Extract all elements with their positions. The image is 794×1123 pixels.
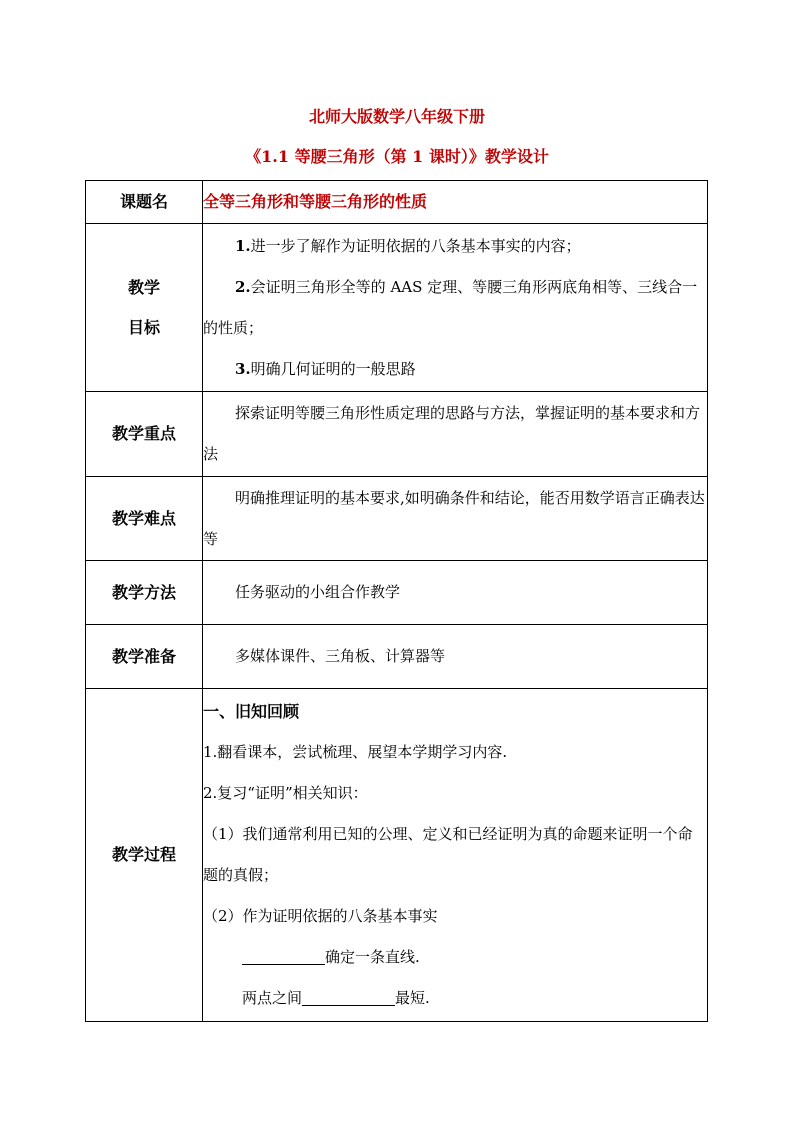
table-row-topic	[86, 181, 708, 224]
key-points-content	[203, 392, 708, 477]
preparation-content	[203, 625, 708, 689]
process-line: 1.翻看课本，尝试梳理、展望本学期学习内容.	[203, 743, 508, 761]
lesson-plan-table	[85, 180, 708, 1022]
key-points-text: 探索证明等腰三角形性质定理的思路与方法，掌握证明的基本要求和方法	[203, 404, 701, 463]
table-row-methods	[86, 561, 708, 625]
document-subtitle: 《1.1 等腰三角形（第 1 课时）》教学设计	[245, 147, 549, 166]
objectives-content	[203, 224, 708, 392]
preparation-label: 教学准备	[86, 625, 203, 689]
table-row-difficulties	[86, 477, 708, 561]
process-line: 2.复习“证明”相关知识：	[203, 784, 368, 802]
topic-label: 课题名	[86, 181, 203, 224]
process-line: （1）我们通常利用已知的公理、定义和已经证明为真的命题来证明一个命题的真假；	[203, 825, 693, 884]
objectives-label-line1: 教学	[127, 277, 160, 297]
table-row-key-points	[86, 392, 708, 477]
objective-item: 3.明确几何证明的一般思路	[235, 359, 416, 378]
difficulties-text: 明确推理证明的基本要求,如明确条件和结论，能否用数学语言正确表达等	[203, 488, 705, 548]
objectives-label-line2: 目标	[127, 317, 160, 337]
objectives-label	[86, 224, 203, 392]
objective-item: 1.进一步了解作为证明依据的八条基本事实的内容；	[235, 236, 581, 255]
fill-blank-line: 确定一条直线.	[203, 937, 707, 978]
table-row-preparation	[86, 625, 708, 689]
table-row-process	[86, 689, 708, 1022]
answer-blank	[242, 946, 325, 965]
methods-label: 教学方法	[86, 561, 203, 625]
table-row-objectives	[86, 224, 708, 392]
objective-item: 2.会证明三角形全等的 AAS 定理、等腰三角形两底角相等、三线合一的性质；	[203, 277, 698, 337]
difficulties-label: 教学难点	[86, 477, 203, 561]
difficulties-content	[203, 477, 708, 561]
key-points-label: 教学重点	[86, 392, 203, 477]
process-content	[203, 689, 708, 1022]
methods-text: 任务驱动的小组合作教学	[235, 583, 401, 601]
methods-content	[203, 561, 708, 625]
answer-blank	[302, 987, 395, 1006]
fill-blank-line: 两点之间 最短.	[242, 989, 430, 1007]
preparation-text: 多媒体课件、三角板、计算器等	[235, 647, 446, 665]
process-heading: 一、旧知回顾	[203, 702, 300, 721]
process-label: 教学过程	[86, 689, 203, 1022]
topic-value-cell	[203, 181, 708, 224]
process-line: （2）作为证明依据的八条基本事实	[203, 907, 438, 925]
document-title: 北师大版数学八年级下册	[308, 107, 485, 126]
topic-value: 全等三角形和等腰三角形的性质	[203, 192, 428, 211]
